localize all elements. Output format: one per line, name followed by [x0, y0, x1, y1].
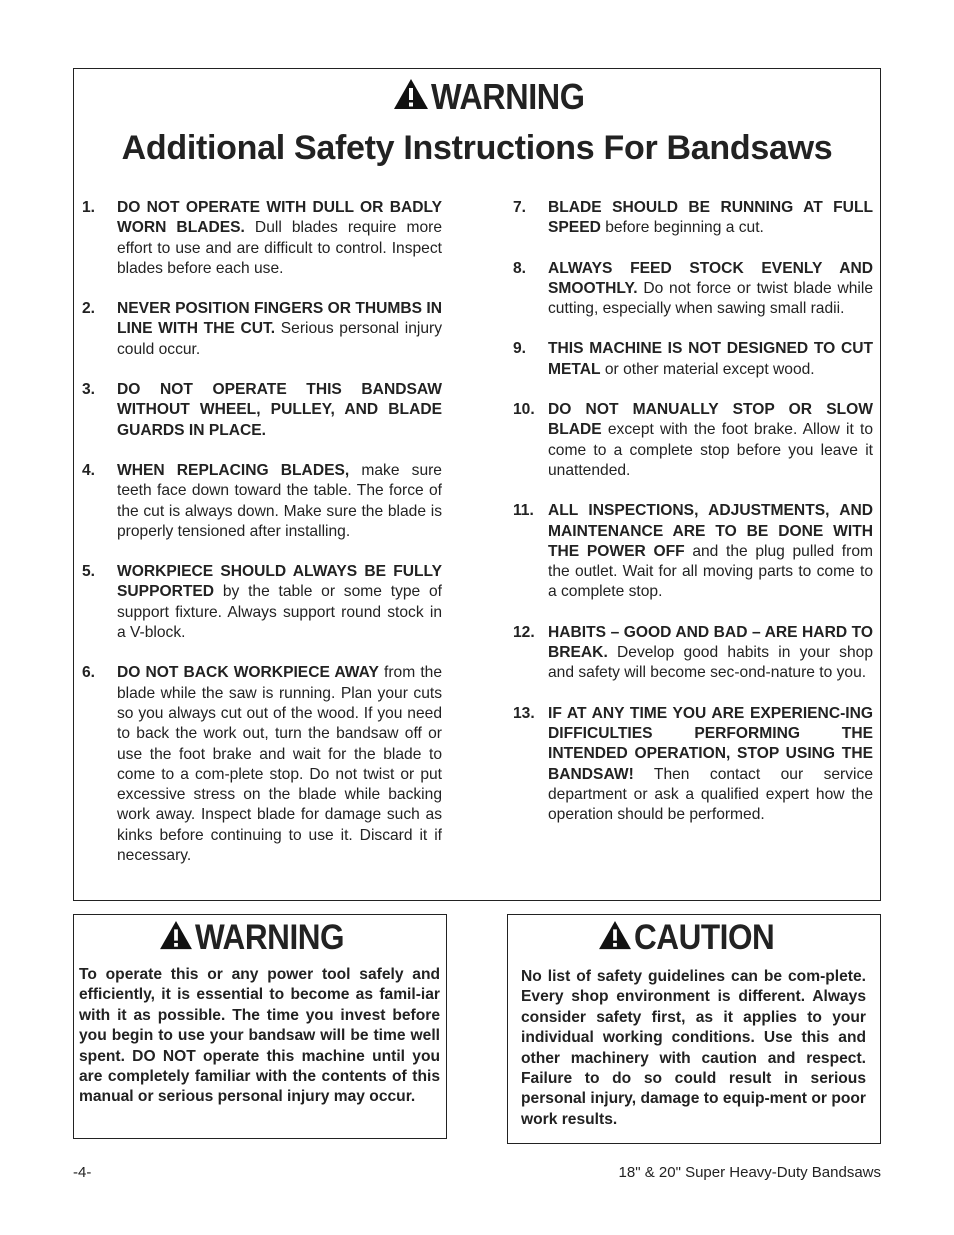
list-item: 2. NEVER POSITION FINGERS OR THUMBS IN LINE WITH THE CUT. Serious personal injury could occur.: [82, 300, 442, 358]
list-item: 7. BLADE SHOULD BE RUNNING AT FULL SPEED before beginning a cut.: [513, 199, 873, 237]
caution-header: [508, 920, 880, 955]
list-item: 6. DO NOT BACK WORKPIECE AWAY from the blade while the saw is running. Plan your cuts so you always cut out of the wood. If you need to back the work out, turn the bandsaw off or use the foot brake and wait for the blade to come to a com-plete stop. Do not twist or put excessive stress on the blade while backing work away. Inspect blade for damage such as kinks before continuing to use it. Discard it if necessary.: [82, 664, 443, 865]
list-item: 1. DO NOT OPERATE WITH DULL OR BADLY WORN BLADES. Dull blades require more effort to use and are difficult to control. Inspect blades before each use.: [82, 199, 442, 277]
list-item: 12. HABITS – GOOD AND BAD – ARE HARD TO BREAK. Develop good habits in your shop and safety will become sec-ond-nature to you.: [513, 623, 873, 682]
warning-triangle-icon: [159, 920, 193, 955]
list-item: 3. DO NOT OPERATE THIS BANDSAW WITHOUT WHEEL, PULLEY, AND BLADE GUARDS IN PLACE.: [82, 381, 442, 439]
warning-label: WARNING: [195, 918, 345, 957]
main-warning-header: [74, 75, 880, 117]
list-item: 4. WHEN REPLACING BLADES, make sure teeth face down toward the table. The force of the cut is always down. Make sure the blade is properly tensioned after installing.: [82, 461, 442, 540]
main-safety-panel: [73, 68, 881, 901]
warning-label: WARNING: [430, 75, 585, 117]
caution-label: CAUTION: [634, 918, 775, 957]
caution-panel: [507, 914, 881, 1144]
list-item: 10. DO NOT MANUALLY STOP OR SLOW BLADE except with the foot brake. Allow it to come to a complete stop before you leave it unattended.: [513, 401, 873, 479]
warning-text: To operate this or any power tool safely and efficiently, it is essential to become as famil-iar with it as possible. The time you invest before you begin to use your bandsaw will be time well spent. DO NOT operate this machine until you are completely familiar with the contents of this manual or serious personal injury may occur.: [79, 966, 440, 1106]
warning-panel: [73, 914, 447, 1139]
right-column: [513, 198, 873, 845]
manual-title: 18" & 20" Super Heavy-Duty Bandsaws: [618, 1164, 881, 1181]
list-item: 11. ALL INSPECTIONS, ADJUSTMENTS, AND MAINTENANCE ARE TO BE DONE WITH THE POWER OFF and the plug pulled from the outlet. Wait for all moving parts to come to a complete stop.: [513, 502, 873, 601]
list-item: 5. WORKPIECE SHOULD ALWAYS BE FULLY SUPPORTED by the table or some type of support fixture. Always support round stock in a V-block.: [82, 563, 442, 642]
caution-text: No list of safety guidelines can be com-plete. Every shop environment is different. Always consider safety first, as it applies to your individual working conditions. Use this and other machinery with caution and respect. Failure to do so could result in serious personal injury, damage to equip-ment or poor work results.: [521, 968, 866, 1128]
list-item: 8. ALWAYS FEED STOCK EVENLY AND SMOOTHLY. Do not force or twist blade while cutting, especially when sawing small radii.: [513, 259, 873, 318]
page-title: Additional Safety Instructions For Bandsaws: [121, 129, 833, 167]
warning-header: [74, 920, 446, 955]
left-column: [82, 198, 442, 886]
warning-triangle-icon: [393, 78, 429, 115]
list-item: 9. THIS MACHINE IS NOT DESIGNED TO CUT METAL or other material except wood.: [513, 340, 873, 378]
list-item: 13. IF AT ANY TIME YOU ARE EXPERIENC-ING DIFFICULTIES PERFORMING THE INTENDED OPERATION, STOP USING THE BANDSAW! Then contact our service department or ask a qualified expert how the operation should be performed.: [513, 704, 873, 824]
page-number: -4-: [73, 1164, 92, 1181]
caution-triangle-icon: [598, 920, 632, 955]
